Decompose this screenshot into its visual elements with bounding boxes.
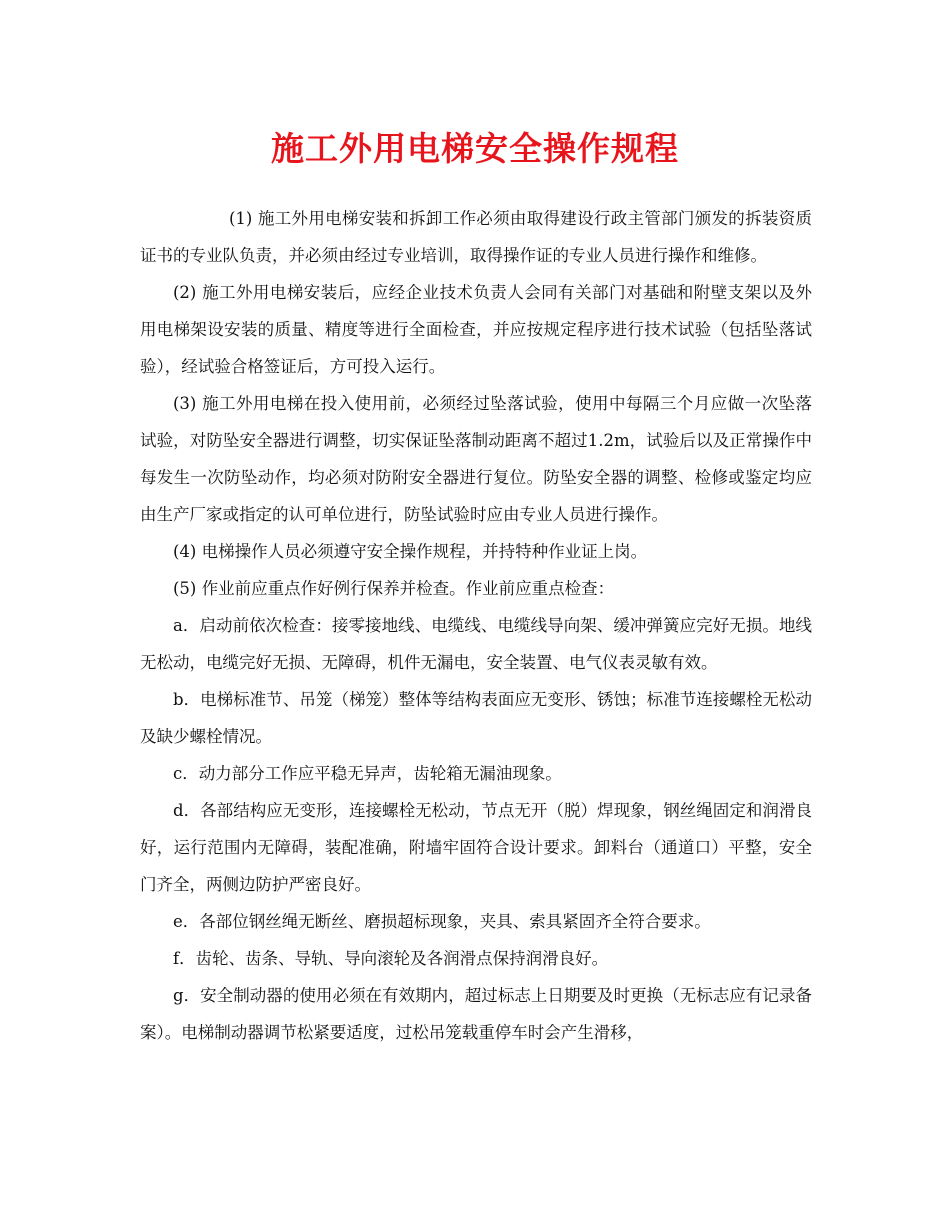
paragraph-5: (5) 作业前应重点作好例行保养并检查。作业前应重点检查： <box>173 579 615 598</box>
checklist-item-c: c．动力部分工作应平稳无异声，齿轮箱无漏油现象。 <box>173 764 562 783</box>
paragraph-1: (1) 施工外用电梯安装和拆卸工作必须由取得建设行政主管部门颁发的拆装资质证书的专业队负责，并必须由经过专业培训，取得操作证的专业人员进行操作和维修。 <box>140 209 812 265</box>
checklist-item-d: d．各部结构应无变形，连接螺栓无松动，节点无开（脱）焊现象，钢丝绳固定和润滑良好，运行范围内无障碍，装配准确，附墙牢固符合设计要求。卸料台（通道口）平整，安全门齐全，两侧边防护严密良好。 <box>140 801 812 894</box>
checklist-item-b: b．电梯标准节、吊笼（梯笼）整体等结构表面应无变形、锈蚀；标准节连接螺栓无松动及缺少螺栓情况。 <box>140 690 812 746</box>
paragraph-4: (4) 电梯操作人员必须遵守安全操作规程，并持特种作业证上岗。 <box>173 542 648 561</box>
checklist-item-a: a．启动前依次检查：接零接地线、电缆线、电缆线导向架、缓冲弹簧应完好无损。地线无松动，电缆完好无损、无障碍，机件无漏电，安全装置、电气仪表灵敏有效。 <box>140 616 812 672</box>
page-title: 施工外用电梯安全操作规程 <box>271 129 679 168</box>
document-body <box>140 200 812 1051</box>
paragraph-2: (2) 施工外用电梯安装后，应经企业技术负责人会同有关部门对基础和附壁支架以及外用电梯架设安装的质量、精度等进行全面检查，并应按规定程序进行技术试验（包括坠落试验），经试验合格签证后，方可投入运行。 <box>140 283 812 376</box>
checklist-item-g: g．安全制动器的使用必须在有效期内，超过标志上日期要及时更换（无标志应有记录备案）。电梯制动器调节松紧要适度，过松吊笼载重停车时会产生滑移， <box>140 986 812 1042</box>
paragraph-3: (3) 施工外用电梯在投入使用前，必须经过坠落试验，使用中每隔三个月应做一次坠落试验，对防坠安全器进行调整，切实保证坠落制动距离不超过1.2m，试验后以及正常操作中每发生一次防坠动作，均必须对防附安全器进行复位。防坠安全器的调整、检修或鉴定均应由生产厂家或指定的认可单位进行，防坠试验时应由专业人员进行操作。 <box>140 394 812 524</box>
checklist-item-f: f．齿轮、齿条、导轨、导向滚轮及各润滑点保持润滑良好。 <box>173 949 609 968</box>
checklist-item-e: e．各部位钢丝绳无断丝、磨损超标现象，夹具、索具紧固齐全符合要求。 <box>173 912 711 931</box>
